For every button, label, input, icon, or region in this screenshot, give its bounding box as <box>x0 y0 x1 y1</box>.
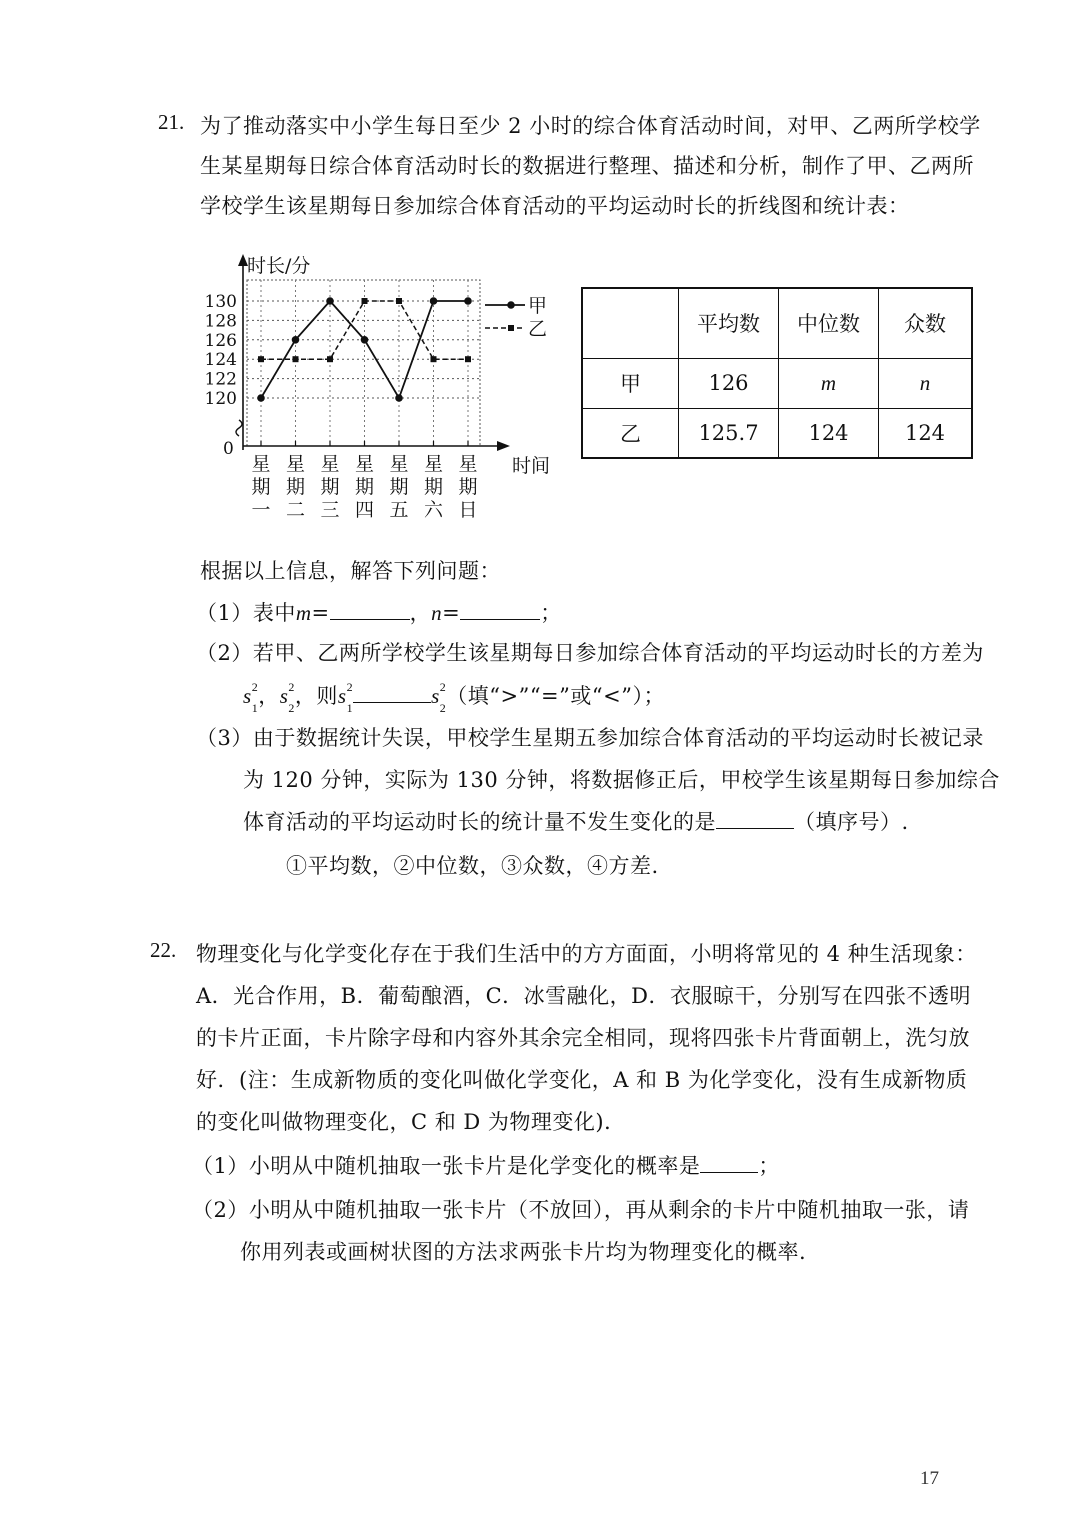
x-category-label: 期 <box>423 476 444 498</box>
row-name-yi: 乙 <box>582 408 679 458</box>
data-point-yi <box>293 356 299 362</box>
row-yi-median: 124 <box>779 408 879 458</box>
row-jia-mean: 126 <box>679 358 779 408</box>
x-category-label: 星 <box>458 453 478 475</box>
q22-part1-text: （1）小明从中随机抽取一张卡片是化学变化的概率是 <box>192 1154 701 1178</box>
var-s2: s <box>279 684 289 708</box>
table-row <box>582 358 972 408</box>
part1-label: （1）表中 <box>196 601 296 625</box>
y-tick-label: 126 <box>204 330 237 351</box>
data-point-yi <box>465 356 471 362</box>
x-category-label: 六 <box>423 499 444 521</box>
var-m: m <box>295 601 312 625</box>
y-tick-label: 130 <box>204 292 237 312</box>
q21-part2-line1 <box>196 637 984 667</box>
x-category-label: 期 <box>320 476 340 498</box>
part3-text-1: 由于数据统计失误，甲校学生星期五参加综合体育活动的平均运动时长被记录 <box>252 726 984 750</box>
q21-intro-line-2: 生某星期每日综合体育活动时长的数据进行整理、描述和分析，制作了甲、乙两所 <box>200 154 974 178</box>
part2-label: （2） <box>196 641 253 665</box>
data-point-yi <box>327 356 333 362</box>
x-category-label: 五 <box>389 499 409 521</box>
x-category-label: 日 <box>458 499 478 521</box>
page-number: 17 <box>920 1468 939 1489</box>
x-category-label: 星 <box>251 453 271 475</box>
var-s2-compare: s <box>431 684 440 708</box>
q21-part1: （1）表中m= ，n= ； <box>196 601 562 625</box>
x-category-label: 期 <box>285 476 306 498</box>
q22-part1 <box>192 1150 780 1180</box>
y-tick-label: 124 <box>204 350 237 371</box>
x-category-label: 三 <box>320 499 340 521</box>
answer-blank-m[interactable] <box>330 599 410 620</box>
x-category-label: 期 <box>458 476 478 498</box>
x-category-label: 二 <box>285 499 306 521</box>
q22-line-2: A．光合作用，B．葡萄酿酒，C．冰雪融化，D．衣服晾干，分别写在四张不透明 <box>196 984 971 1008</box>
var-s1: s <box>243 684 252 708</box>
part2-then: ，则 <box>294 684 338 708</box>
data-point-jia <box>292 336 300 344</box>
x-axis-label: 时间 <box>512 455 551 477</box>
table-header-mean: 平均数 <box>679 288 779 358</box>
data-point-jia <box>257 394 265 402</box>
data-point-yi <box>362 298 368 304</box>
x-axis-arrow <box>497 441 510 451</box>
q21-part3-line3 <box>243 806 909 836</box>
statistics-table <box>581 287 973 459</box>
data-point-jia <box>361 336 369 344</box>
q21-prompt: 根据以上信息，解答下列问题： <box>200 559 501 583</box>
origin-label: 0 <box>223 439 234 459</box>
data-point-yi <box>396 298 402 304</box>
q21-intro-line-1: 为了推动落实中小学生每日至少 2 小时的综合体育活动时间，对甲、乙两所学校学 <box>200 114 981 138</box>
answer-blank-n[interactable] <box>460 599 540 620</box>
data-point-jia <box>464 297 472 305</box>
x-category-label: 期 <box>354 476 375 498</box>
x-category-label: 星 <box>320 453 340 475</box>
part2-text: 若甲、乙两所学校学生该星期每日参加综合体育活动的平均运动时长的方差为 <box>252 641 984 665</box>
part3-fill: （填序号）. <box>794 810 909 834</box>
q22-part2-line1: （2）小明从中随机抽取一张卡片（不放回），再从剩余的卡片中随机抽取一张，请 <box>192 1198 970 1222</box>
x-category-label: 星 <box>285 453 306 475</box>
row-name-jia: 甲 <box>582 358 679 408</box>
y-tick-label: 120 <box>204 389 237 409</box>
row-yi-mean: 125.7 <box>679 408 779 458</box>
table-header-empty <box>582 288 679 358</box>
q21-intro-line-3: 学校学生该星期每日参加综合体育活动的平均运动时长的折线图和统计表： <box>200 194 910 218</box>
part2-fill: （填“>”“=”或“<”）； <box>446 684 665 708</box>
y-axis-label: 时长/分 <box>247 255 311 277</box>
answer-blank-probability[interactable] <box>700 1152 758 1173</box>
q21-part3-line2: 为 120 分钟，实际为 130 分钟，将数据修正后，甲校学生该星期每日参加综合 <box>243 768 1000 792</box>
part3-label: （3） <box>196 726 253 750</box>
q22-number: 22. <box>150 938 177 962</box>
answer-blank-statistics[interactable] <box>716 808 794 829</box>
q22-line-4: 好．(注：生成新物质的变化叫做化学变化，A 和 B 为化学变化，没有生成新物质 <box>196 1068 968 1092</box>
answer-blank-compare[interactable] <box>353 682 431 703</box>
var-n: n <box>431 601 443 625</box>
var-s1-compare: s <box>337 684 347 708</box>
x-category-label: 星 <box>423 453 444 475</box>
legend-marker-yi <box>508 325 514 331</box>
data-point-jia <box>395 394 403 402</box>
x-category-label: 星 <box>354 453 375 475</box>
legend-label-jia: 甲 <box>528 295 548 317</box>
table-header-mode: 众数 <box>879 288 973 358</box>
q21-part3-line1 <box>196 722 984 752</box>
data-point-jia <box>326 297 334 305</box>
q22-line-5: 的变化叫做物理变化，C 和 D 为物理变化)． <box>196 1110 626 1134</box>
part3-text-3: 体育活动的平均运动时长的统计量不发生变化的是 <box>243 810 716 834</box>
q21-number: 21. <box>158 110 185 134</box>
q21-part2-line2: $s^2$ $_1$，$s^2$ $_2$，则$s^2$ $_1s^2$ $_2$（填“>”“=”或“<”）； <box>243 679 665 716</box>
q22-part1-end: ； <box>758 1154 780 1178</box>
legend-marker-jia <box>507 301 515 309</box>
y-tick-label: 122 <box>204 369 237 390</box>
x-category-label: 一 <box>251 499 271 521</box>
x-category-label: 四 <box>354 499 375 521</box>
q21-part3-options: ①平均数，②中位数，③众数，④方差. <box>286 854 659 878</box>
legend-label-yi: 乙 <box>528 318 548 340</box>
table-row <box>582 408 972 458</box>
row-jia-median: m <box>779 358 879 408</box>
x-category-label: 期 <box>389 476 409 498</box>
row-yi-mode: 124 <box>879 408 973 458</box>
x-category-label: 星 <box>389 453 409 475</box>
q22-line-1: 物理变化与化学变化存在于我们生活中的方方面面，小明将常见的 4 种生活现象： <box>196 942 977 966</box>
table-header-row <box>582 288 972 358</box>
y-tick-label: 128 <box>204 311 237 332</box>
data-point-yi <box>258 356 264 362</box>
axis-break <box>236 420 242 436</box>
q22-part2-line2: 你用列表或画树状图的方法求两张卡片均为物理变化的概率. <box>240 1240 807 1264</box>
row-jia-mode: n <box>879 358 973 408</box>
table-header-median: 中位数 <box>779 288 879 358</box>
data-point-yi <box>431 356 437 362</box>
part1-end: ； <box>540 601 562 625</box>
x-category-label: 期 <box>251 476 271 498</box>
line-chart <box>204 248 551 528</box>
q22-line-3: 的卡片正面，卡片除字母和内容外其余完全相同，现将四张卡片背面朝上，洗匀放 <box>196 1026 970 1050</box>
data-point-jia <box>430 297 438 305</box>
